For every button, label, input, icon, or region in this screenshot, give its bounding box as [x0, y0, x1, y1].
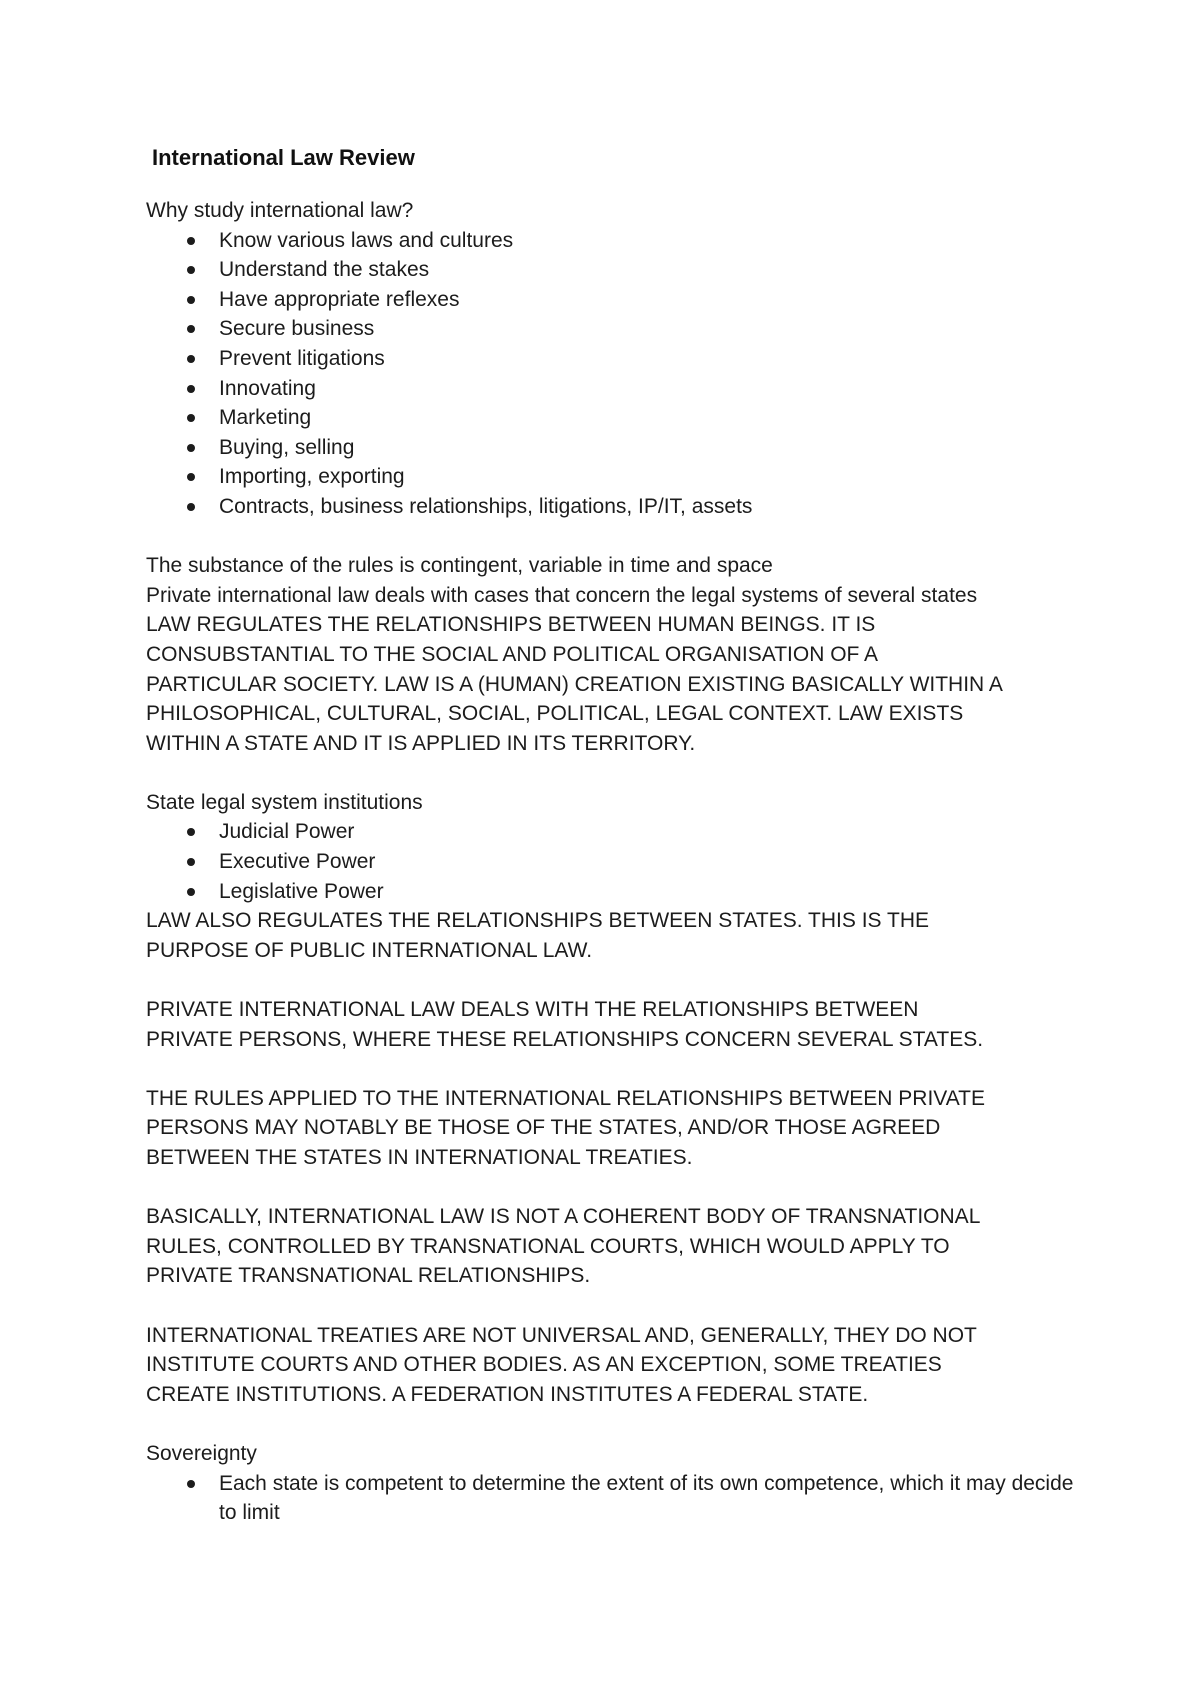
treaties-line: INTERNATIONAL TREATIES ARE NOT UNIVERSAL AND, GENERALLY, THEY DO NOT — [146, 1323, 977, 1347]
rules-line: THE RULES APPLIED TO THE INTERNATIONAL RELATIONSHIPS BETWEEN PRIVATE — [146, 1086, 986, 1110]
bullet-icon — [187, 237, 195, 245]
bullet-icon — [187, 355, 195, 363]
list-item-text: Importing, exporting — [219, 465, 405, 489]
document-title: International Law Review — [152, 145, 415, 170]
bullet-icon — [187, 888, 195, 896]
bullet-icon — [187, 444, 195, 452]
list-item — [146, 285, 1086, 315]
list-item — [146, 1469, 1086, 1528]
list-item-text: Know various laws and cultures — [219, 228, 514, 252]
public-law-line: PURPOSE OF PUBLIC INTERNATIONAL LAW. — [146, 938, 593, 962]
list-item-text: Understand the stakes — [219, 258, 430, 282]
substance-line-1: The substance of the rules is contingent, variable in time and space — [146, 554, 773, 578]
list-item — [146, 433, 1086, 463]
list-item-text: Each state is competent to determine the extent of its own competence, which it may decide to limit — [219, 1471, 1074, 1525]
law-regulates-line: WITHIN A STATE AND IT IS APPLIED IN ITS TERRITORY. — [146, 731, 696, 755]
spacer — [146, 1291, 1086, 1321]
law-regulates-line: PARTICULAR SOCIETY. LAW IS A (HUMAN) CREATION EXISTING BASICALLY WITHIN A — [146, 672, 1003, 696]
bullet-icon — [187, 266, 195, 274]
private-law-line: PRIVATE PERSONS, WHERE THESE RELATIONSHIPS CONCERN SEVERAL STATES. — [146, 1027, 984, 1051]
institutions-list — [146, 817, 1086, 906]
list-item — [146, 492, 1086, 522]
law-regulates-line: PHILOSOPHICAL, CULTURAL, SOCIAL, POLITICAL, LEGAL CONTEXT. LAW EXISTS — [146, 702, 964, 726]
list-item — [146, 226, 1086, 256]
list-item-text: Buying, selling — [219, 435, 355, 459]
bullet-icon — [187, 1480, 195, 1488]
list-item-text: Judicial Power — [219, 820, 355, 844]
list-item-text: Have appropriate reflexes — [219, 287, 460, 311]
treaties-line: INSTITUTE COURTS AND OTHER BODIES. AS AN EXCEPTION, SOME TREATIES — [146, 1353, 942, 1377]
basically-line: PRIVATE TRANSNATIONAL RELATIONSHIPS. — [146, 1264, 591, 1288]
list-item — [146, 344, 1086, 374]
list-item — [146, 847, 1086, 877]
bullet-icon — [187, 325, 195, 333]
list-item-text: Legislative Power — [219, 879, 384, 903]
basically-line: BASICALLY, INTERNATIONAL LAW IS NOT A COHERENT BODY OF TRANSNATIONAL — [146, 1205, 981, 1229]
list-item-text: Executive Power — [219, 850, 376, 874]
list-item — [146, 462, 1086, 492]
list-item-text: Marketing — [219, 406, 312, 430]
why-list — [146, 226, 1086, 522]
law-regulates-line: CONSUBSTANTIAL TO THE SOCIAL AND POLITICAL ORGANISATION OF A — [146, 642, 879, 666]
list-item — [146, 403, 1086, 433]
spacer — [146, 1409, 1086, 1439]
rules-line: PERSONS MAY NOTABLY BE THOSE OF THE STATES, AND/OR THOSE AGREED — [146, 1116, 941, 1140]
spacer — [146, 176, 1086, 196]
institutions-heading: State legal system institutions — [146, 790, 423, 814]
spacer — [146, 965, 1086, 995]
list-item — [146, 255, 1086, 285]
list-item-text: Prevent litigations — [219, 346, 385, 370]
bullet-icon — [187, 473, 195, 481]
bullet-icon — [187, 296, 195, 304]
why-heading: Why study international law? — [146, 199, 414, 222]
sovereignty-list — [146, 1469, 1086, 1528]
basically-line: RULES, CONTROLLED BY TRANSNATIONAL COURTS, WHICH WOULD APPLY TO — [146, 1234, 950, 1258]
rules-line: BETWEEN THE STATES IN INTERNATIONAL TREATIES. — [146, 1146, 693, 1169]
document-body — [146, 140, 1086, 1528]
list-item-text: Secure business — [219, 317, 375, 341]
list-item-text: Innovating — [219, 376, 316, 400]
sovereignty-heading: Sovereignty — [146, 1441, 257, 1465]
spacer — [146, 522, 1086, 552]
bullet-icon — [187, 858, 195, 866]
spacer — [146, 758, 1086, 788]
public-law-line: LAW ALSO REGULATES THE RELATIONSHIPS BETWEEN STATES. THIS IS THE — [146, 909, 930, 933]
private-law-line: PRIVATE INTERNATIONAL LAW DEALS WITH THE RELATIONSHIPS BETWEEN — [146, 998, 919, 1022]
law-regulates-line: LAW REGULATES THE RELATIONSHIPS BETWEEN HUMAN BEINGS. IT IS — [146, 613, 876, 637]
list-item-text: Contracts, business relationships, litigations, IP/IT, assets — [219, 494, 753, 518]
list-item — [146, 877, 1086, 907]
bullet-icon — [187, 828, 195, 836]
bullet-icon — [187, 385, 195, 393]
spacer — [146, 1173, 1086, 1203]
list-item — [146, 817, 1086, 847]
substance-line-2: Private international law deals with cases that concern the legal systems of several states — [146, 583, 978, 607]
list-item — [146, 314, 1086, 344]
treaties-line: CREATE INSTITUTIONS. A FEDERATION INSTITUTES A FEDERAL STATE. — [146, 1382, 869, 1406]
spacer — [146, 1054, 1086, 1084]
bullet-icon — [187, 503, 195, 511]
list-item — [146, 374, 1086, 404]
bullet-icon — [187, 414, 195, 422]
